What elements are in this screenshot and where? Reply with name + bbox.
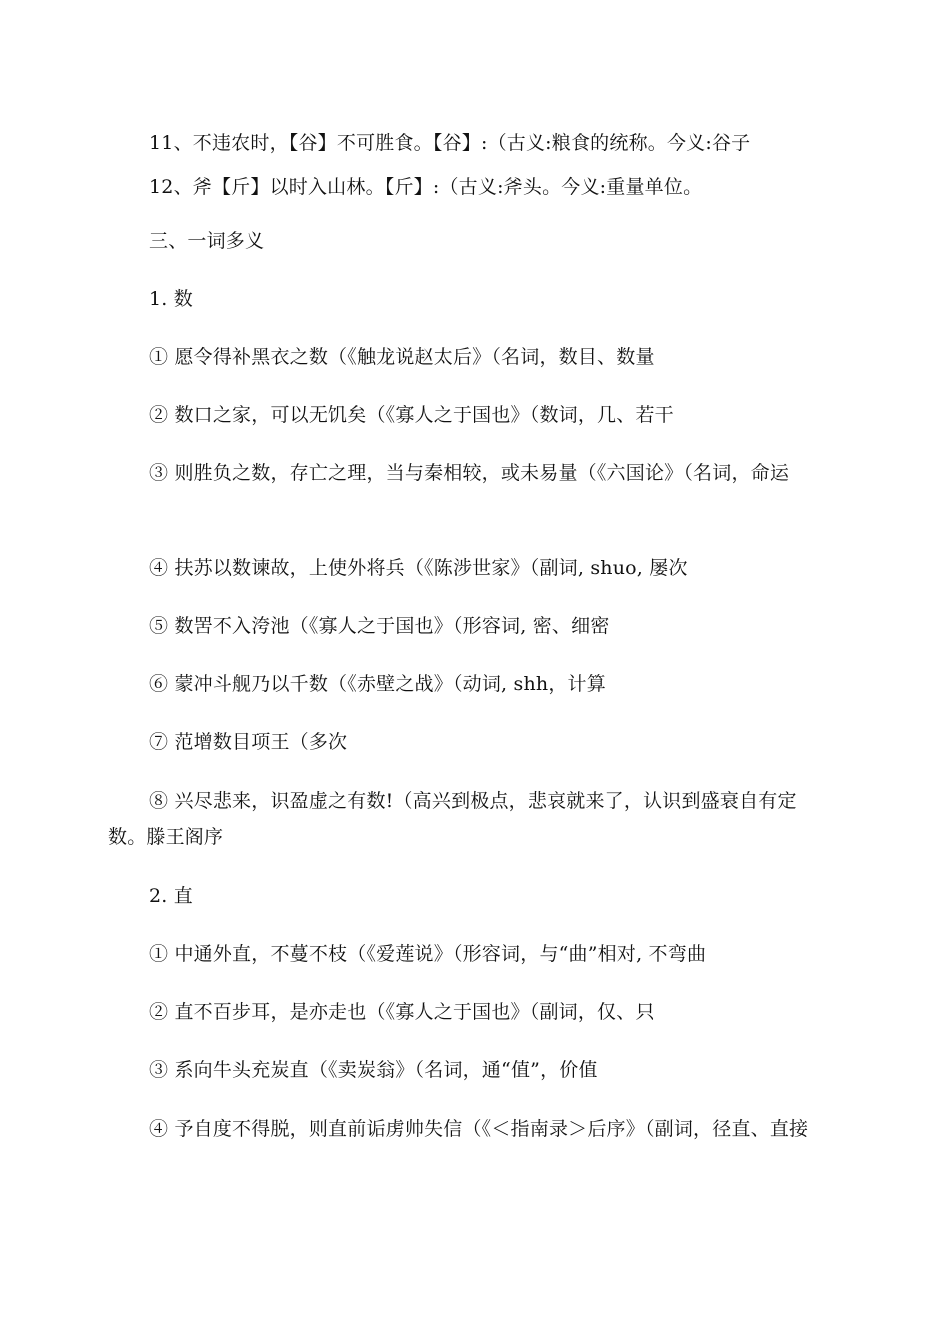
zhi-item-4: ④ 予自度不得脱，则直前诟虏帅失信（《＜指南录＞后序》（副词，径直、直接 — [149, 1118, 809, 1140]
shu-item-3: ③ 则胜负之数，存亡之理，当与秦相较，或未易量（《六国论》（名词，命运 — [149, 462, 790, 484]
subheading-shu: 1. 数 — [149, 288, 193, 310]
line-12-jin: 12、斧【斤】以时入山林。【斤】:（古义:斧头。今义:重量单位。 — [149, 176, 703, 198]
zhi-item-1: ① 中通外直，不蔓不枝（《爱莲说》（形容词，与“曲”相对, 不弯曲 — [149, 943, 707, 965]
subheading-zhi: 2. 直 — [149, 885, 193, 907]
zhi-item-3: ③ 系向牛头充炭直（《卖炭翁》（名词，通“值”，价值 — [149, 1059, 598, 1081]
shu-item-2: ② 数口之家，可以无饥矣（《寡人之于国也》（数词，几、若干 — [149, 404, 674, 426]
shu-item-4: ④ 扶苏以数谏故，上使外将兵（《陈涉世家》（副词, shuo, 屡次 — [149, 557, 688, 579]
shu-item-6: ⑥ 蒙冲斗舰乃以千数（《赤壁之战》（动词, shh，计算 — [149, 673, 606, 695]
shu-item-7: ⑦ 范增数目项王（多次 — [149, 731, 348, 753]
shu-item-5: ⑤ 数罟不入洿池（《寡人之于国也》（形容词, 密、细密 — [149, 615, 610, 637]
shu-item-8: ⑧ 兴尽悲来，识盈虚之有数!（高兴到极点，悲哀就来了，认识到盛衰自有定数。滕王阁序 — [108, 790, 797, 848]
shu-item-1: ① 愿令得补黑衣之数（《触龙说赵太后》（名词，数目、数量 — [149, 346, 655, 368]
line-11-gu: 11、不违农时，【谷】不可胜食。【谷】:（古义:粮食的统称。今义:谷子 — [149, 132, 751, 154]
section-heading-polysemy: 三、一词多义 — [149, 230, 265, 252]
zhi-item-2: ② 直不百步耳，是亦走也（《寡人之于国也》（副词，仅、只 — [149, 1001, 655, 1023]
